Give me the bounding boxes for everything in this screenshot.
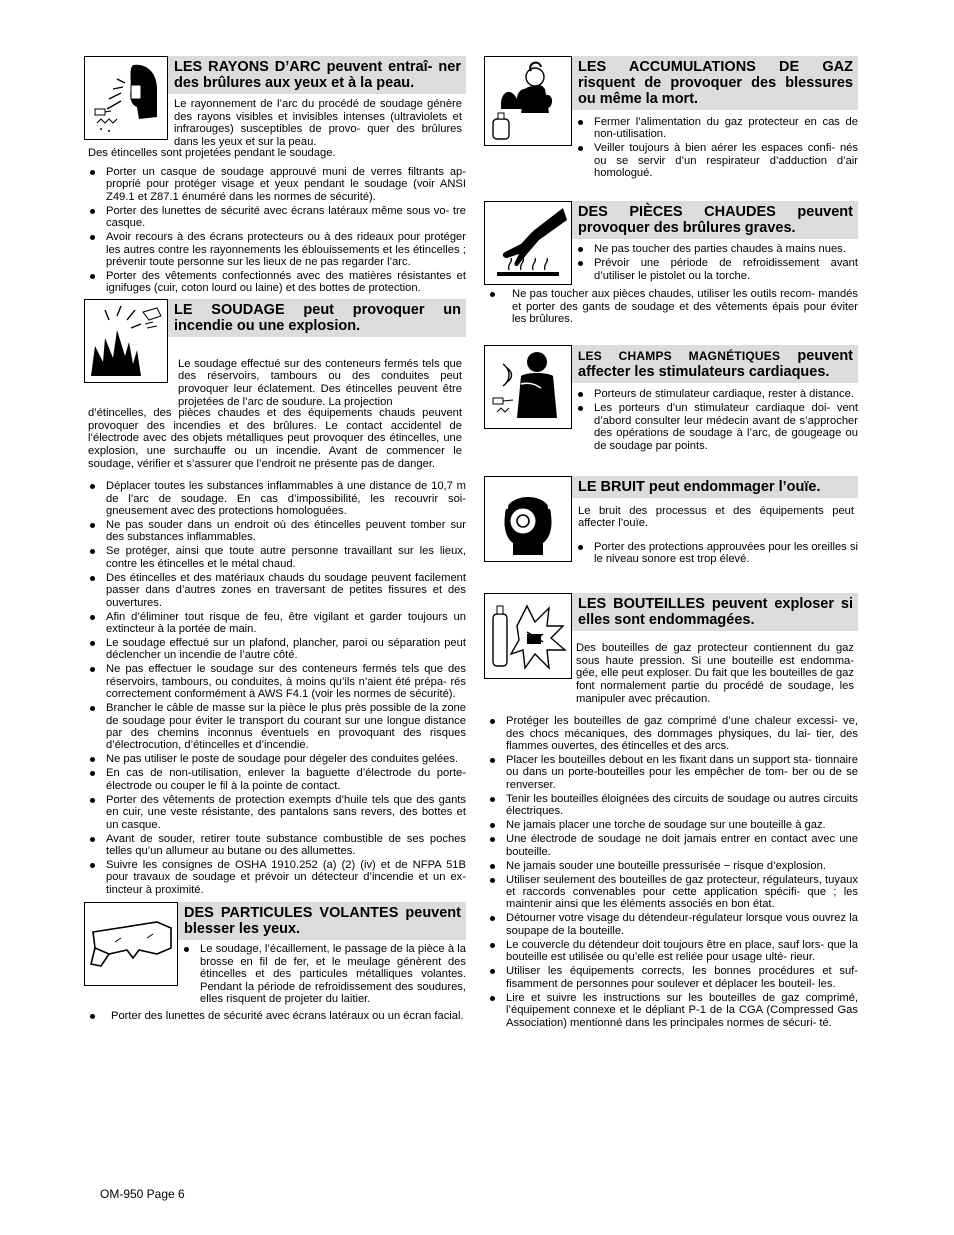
bullet-list [178, 943, 466, 1005]
list-item: Prévoir une période de refroidissement avant d’utiliser le pistolet ou la torche. [572, 257, 858, 282]
section-title-rest: peuvent affecter les stimulateurs cardiaques. [578, 348, 854, 381]
list-item: Porter des lunettes de sécurité avec écrans latéraux même sous vo- tre casque. [84, 205, 466, 230]
gas-fumes-person-icon [484, 56, 572, 146]
right-column [484, 56, 858, 1031]
list-item: Suivre les consignes de OSHA 1910.252 (a) (2) (iv) et de NFPA 51B pour travaux de soudage et prévoir un détecteur d’incendie et un ex- tincteur à proximité. [84, 859, 466, 896]
list-item: Déplacer toutes les substances inflammables à une distance de 10,7 m de l’arc de soudage. En cas d’impossibilité, les recouvrir soi- gneusement avec des protections homologuées. [84, 480, 466, 517]
section-hot-parts [484, 201, 858, 325]
section-title: LES ACCUMULATIONS DE GAZ risquent de provoquer des blessures ou même la mort. [572, 56, 858, 110]
list-item: Le couvercle du détendeur doit toujours être en place, sauf lors- que la bouteille est utilisée ou qu’elle est reliée pour usage ulté- rieur. [484, 939, 858, 964]
list-item: Le soudage, l’écaillement, le passage de la pièce à la brosse en fil de fer, et le meulage génèrent des étincelles et des particules métalliques volantes. Pendant la période de refroidissement des soudures, elles risquent de projeter du laitier. [178, 943, 466, 1005]
list-item: Placer les bouteilles debout en les fixant dans un support sta- tionnaire ou dans un porte-bouteilles pour les empêcher de tom- ber ou de se renverser. [484, 754, 858, 791]
section-title: LE BRUIT peut endommager l’ouïe. [572, 476, 858, 498]
list-item: Porter des lunettes de sécurité avec écrans latéraux ou un écran facial. [84, 1010, 466, 1022]
list-item: Fermer l’alimentation du gaz protecteur en cas de non-utilisation. [572, 116, 858, 141]
left-column [84, 56, 466, 1024]
list-item: Une électrode de soudage ne doit jamais entrer en contact avec une bouteille. [484, 833, 858, 858]
list-item: Porteurs de stimulateur cardiaque, rester à distance. [572, 388, 858, 400]
list-item: Ne pas effectuer le soudage sur des conteneurs fermés tels que des réservoirs, tambours, ou conduites, à moins qu’ils n’aient été prépa- rés correctement conformément à AWS F4.1 (voir les normes de sécurité). [84, 663, 466, 700]
list-item: Ne pas toucher aux pièces chaudes, utiliser les outils recom- mandés et porter des gants de soudage et des vêtements épais pour éviter les brûlures. [484, 288, 858, 325]
bullet-list [484, 715, 858, 1029]
list-item: Veiller toujours à bien aérer les espaces confi- nés ou se servir d’un respirateur d’adduction d’air homologué. [572, 142, 858, 179]
section-intro-continued: Des étincelles sont projetées pendant le soudage. [88, 147, 336, 160]
section-fire [84, 299, 466, 896]
list-item: Ne jamais placer une torche de soudage sur une bouteille à gaz. [484, 819, 858, 831]
bullet-list [84, 1010, 466, 1022]
bullet-list [84, 480, 466, 896]
page-footer: OM-950 Page 6 [100, 1187, 185, 1201]
list-item: Tenir les bouteilles éloignées des circuits de soudage ou autres circuits électriques. [484, 793, 858, 818]
bullet-list [572, 116, 858, 180]
section-cylinders [484, 593, 858, 1029]
section-intro: Le bruit des processus et des équipements peut affecter l’ouïe. [578, 504, 854, 530]
ear-protection-icon [484, 476, 572, 562]
list-item: Utiliser les équipements corrects, les bonnes procédures et suf- fisamment de personnes pour soulever et déplacer les bouteil- les. [484, 965, 858, 990]
bullet-list [484, 288, 858, 325]
section-title [572, 345, 858, 383]
section-title: DES PARTICULES VOLANTES peuvent blesser les yeux. [178, 902, 466, 940]
list-item: Ne pas toucher des parties chaudes à mains nues. [572, 243, 858, 255]
list-item: Porter des vêtements confectionnés avec des matières résistantes et ignifuges (cuir, coton lourd ou laine) et des bottes de protection. [84, 270, 466, 295]
cylinder-explosion-icon [484, 593, 572, 679]
section-title: DES PIÈCES CHAUDES peuvent provoquer des brûlures graves. [572, 201, 858, 239]
list-item: Protéger les bouteilles de gaz comprimé d’une chaleur excessi- ve, des chocs mécaniques, des dommages physiques, du lai- tier, des flammes ouvertes, des étincelles et des arcs. [484, 715, 858, 752]
section-noise [484, 476, 858, 568]
list-item: Des étincelles et des matériaux chauds du soudage peuvent facilement passer dans d’autres zones en traversant de petites fissures et des ouvertures. [84, 572, 466, 609]
bullet-list [84, 166, 466, 295]
section-title: LES BOUTEILLES peuvent exploser si elles sont endommagées. [572, 593, 858, 631]
list-item: Avant de souder, retirer toute substance combustible de ses poches telles qu’un allumeur au butane ou des allumettes. [84, 833, 466, 858]
section-intro: Le soudage effectué sur des conteneurs fermés tels que des réservoirs, tambours ou des conduites peut provoquer leur éclatement. Des étincelles peuvent être projetées de l’arc de soudure. La projection [178, 357, 462, 408]
section-magnetic-fields [484, 345, 858, 453]
list-item: Ne pas utiliser le poste de soudage pour dégeler des conduites gelées. [84, 753, 466, 765]
bullet-list [572, 388, 858, 452]
list-item: Les porteurs d’un stimulateur cardiaque doi- vent d’abord consulter leur médecin avant de s’approcher des opérations de soudage à l’arc, de gougeage ou de soudage par points. [572, 402, 858, 452]
hot-parts-hand-icon [484, 201, 572, 285]
section-title: LES RAYONS D’ARC peuvent entraî- ner des brûlures aux yeux et à la peau. [168, 56, 466, 94]
list-item: Le soudage effectué sur un plafond, plancher, paroi ou séparation peut déclencher un incendie de l’autre côté. [84, 637, 466, 662]
bullet-list [572, 243, 858, 282]
list-item: Porter un casque de soudage approuvé muni de verres filtrants ap- proprié pour protéger visage et yeux pendant le soudage (voir ANSI Z49.1 et Z87.1 énuméré dans les normes de sécurité). [84, 166, 466, 203]
safety-glasses-icon [84, 902, 178, 986]
section-title-lead: LES CHAMPS MAGNÉTIQUES [578, 349, 781, 364]
list-item: Se protéger, ainsi que toute autre personne travaillant sur les lieux, contre les étincelles et le métal chaud. [84, 545, 466, 570]
section-intro: Le rayonnement de l’arc du procédé de soudage génère des rayons visibles et invisibles intenses (ultraviolets et infrarouges) susceptibles de provo- quer des brûlures dans les yeux et sur la peau. [174, 98, 462, 148]
list-item: Porter des vêtements de protection exempts d’huile tels que des gants en cuir, une veste résistante, des pantalons sans revers, des bottes et un casque. [84, 794, 466, 831]
pacemaker-magnetic-field-icon [484, 345, 572, 429]
list-item: Brancher le câble de masse sur la pièce le plus près possible de la zone de soudage pour éviter le transport du courant sur une longue distance par des chemins inconnus éventuels en provoquant des risques d’électrocution, d’étincelles et d’incendie. [84, 702, 466, 752]
section-arc-rays [84, 56, 466, 295]
list-item: Ne pas souder dans un endroit où des étincelles peuvent tomber sur des substances inflammables. [84, 519, 466, 544]
fire-explosion-icon [84, 299, 168, 383]
section-intro: Des bouteilles de gaz protecteur contiennent du gaz sous haute pression. Si une bouteille est endomma- gée, elle peut exploser. Du fait que les bouteilles de gaz font normalement partie du procédé de soudage, les manipuler avec précaution. [576, 642, 854, 705]
list-item: En cas de non-utilisation, enlever la baguette d’électrode du porte- électrode ou couper le fil à la pointe de contact. [84, 767, 466, 792]
list-item: Porter des protections approuvées pour les oreilles si le niveau sonore est trop élevé. [572, 541, 858, 566]
section-gas-buildup [484, 56, 858, 181]
section-flying-particles [84, 902, 466, 1022]
list-item: Ne jamais souder une bouteille pressurisée − risque d’explosion. [484, 860, 858, 872]
section-title: LE SOUDAGE peut provoquer un incendie ou une explosion. [168, 299, 466, 337]
list-item: Lire et suivre les instructions sur les bouteilles de gaz comprimé, l’équipement connexe et le dépliant P-1 de la CGA (Compressed Gas Association) mentionné dans les principales normes de sécuri- té. [484, 992, 858, 1029]
arc-rays-welder-icon [84, 56, 168, 140]
bullet-list [572, 541, 858, 566]
list-item: Utiliser seulement des bouteilles de gaz protecteur, régulateurs, tuyaux et raccords convenables pour cette application spécifi- que ; les maintenir ainsi que les éléments associés en bon état. [484, 874, 858, 911]
section-intro-continued: d’étincelles, des pièces chaudes et des équipements chauds peuvent provoquer des incendies et des brûlures. Le contact accidentel de l’électrode avec des objets métalliques peut provoquer des étincelles, une explosion, une surchauffe ou un incendie. Avant de commencer le soudage, vérifier et s’assurer que l’endroit ne présente pas de danger. [88, 407, 462, 470]
list-item: Avoir recours à des écrans protecteurs ou à des rideaux pour protéger les autres contre les rayonnements les éblouissements et les étincelles ; prévenir toute personne sur les lieux de ne pas regarder l’arc. [84, 231, 466, 268]
list-item: Afin d’éliminer tout risque de feu, être vigilant et garder toujours un extincteur à la portée de main. [84, 611, 466, 636]
list-item: Détourner votre visage du détendeur-régulateur lorsque vous ouvrez la soupape de la bouteille. [484, 912, 858, 937]
